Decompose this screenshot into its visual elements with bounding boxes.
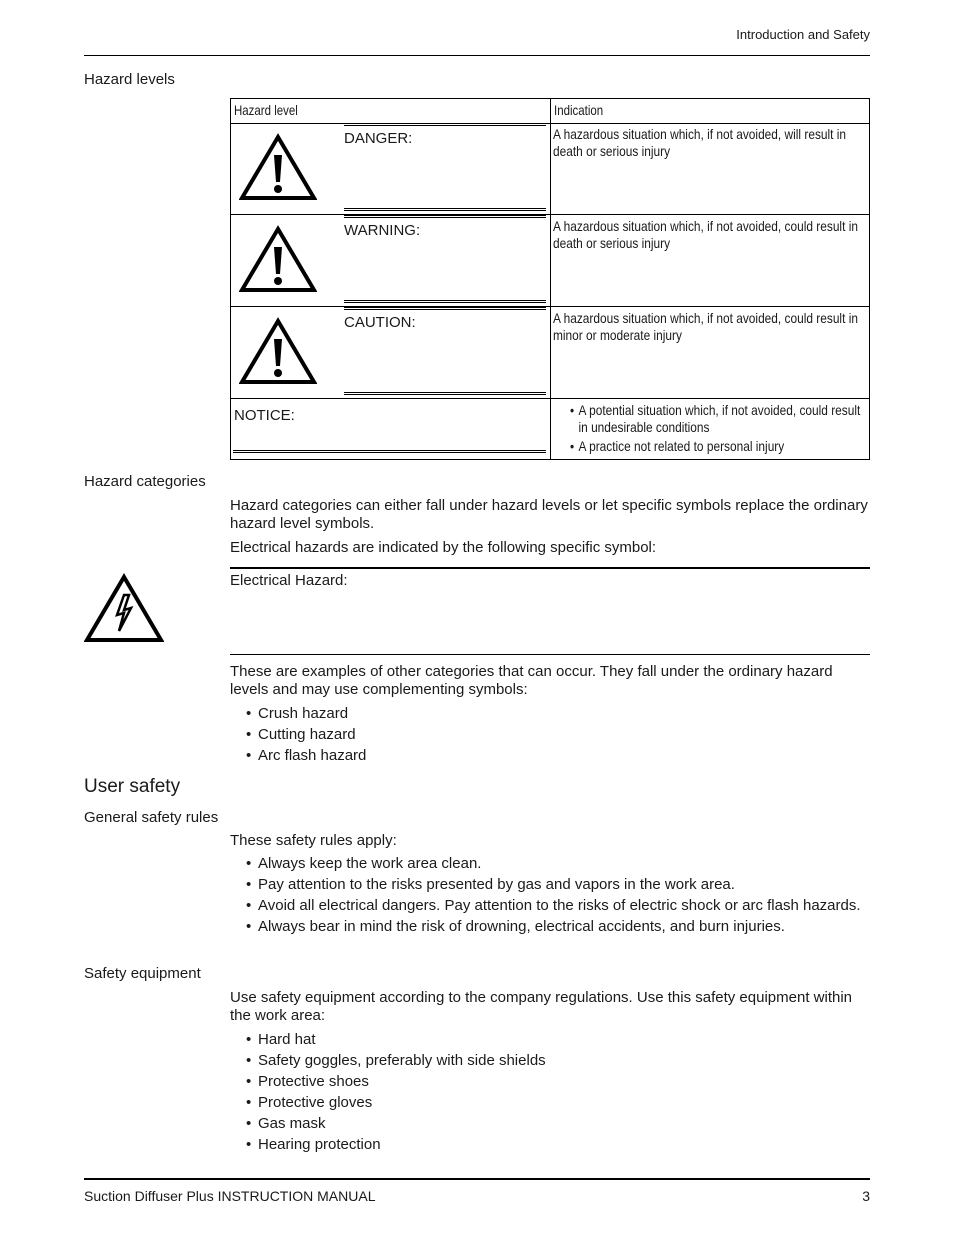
table-row-danger [231, 123, 869, 215]
header-divider [84, 55, 870, 56]
paragraph: Use safety equipment according to the company regulations. Use this safety equipment within the work area: [230, 989, 853, 1024]
signal-word-rule [344, 215, 546, 218]
table-header-row [231, 99, 869, 124]
list-item: • Protective gloves [230, 1094, 870, 1112]
safety-equipment-body [230, 989, 870, 1157]
warning-triangle-icon [239, 317, 317, 385]
signal-word-caution: CAUTION: [344, 314, 416, 331]
list-item: • A practice not related to personal injury [553, 438, 865, 455]
signal-word-rule [344, 123, 546, 126]
paragraph: These safety rules apply: [230, 832, 397, 849]
indication-danger [553, 126, 863, 160]
list-item: • Always keep the work area clean. [230, 855, 870, 873]
indication-caution [553, 310, 863, 344]
electrical-hazard-icon [84, 573, 164, 643]
signal-word-notice: NOTICE: [234, 407, 295, 424]
signal-word-rule [344, 208, 546, 211]
indication-warning [553, 218, 863, 252]
warning-triangle-icon [239, 133, 317, 201]
page-number: 3 [862, 1188, 870, 1204]
paragraph: Hazard categories can either fall under hazard levels or let specific symbols replace the ordinary hazard level symbols. [230, 497, 868, 532]
hazard-levels-table [230, 98, 870, 460]
running-header: Introduction and Safety [736, 27, 870, 42]
column-header-hazard-level: Hazard level [234, 102, 298, 118]
list-item: • Arc flash hazard [230, 747, 870, 765]
warning-triangle-icon [239, 225, 317, 293]
safety-equipment-heading: Safety equipment [84, 965, 201, 982]
list-item: • Hearing protection [230, 1136, 870, 1154]
signal-word-rule [344, 392, 546, 395]
indication-text: A hazardous situation which, if not avoided, could result in minor or moderate injury [553, 310, 858, 343]
column-header-indication: Indication [554, 102, 604, 118]
user-safety-heading: User safety [84, 776, 181, 797]
list-item: • Pay attention to the risks presented by gas and vapors in the work area. [230, 876, 870, 894]
list-item: • Cutting hazard [230, 726, 870, 744]
list-item: • Protective shoes [230, 1073, 870, 1091]
list-item: • Gas mask [230, 1115, 870, 1133]
hazard-categories-body [230, 497, 870, 557]
general-safety-rules-body [230, 832, 870, 939]
electrical-hazard-label: Electrical Hazard: [230, 572, 348, 589]
signal-word-danger: DANGER: [344, 130, 413, 147]
hazard-examples-list [230, 705, 870, 765]
safety-equipment-list [230, 1031, 870, 1154]
footer-manual-title: Suction Diffuser Plus INSTRUCTION MANUAL [84, 1188, 376, 1204]
indication-text: A hazardous situation which, if not avoided, could result in death or serious injury [553, 218, 858, 251]
paragraph: Electrical hazards are indicated by the following specific symbol: [230, 539, 657, 556]
indication-text: A hazardous situation which, if not avoided, will result in death or serious injury [553, 126, 847, 159]
general-safety-rules-heading: General safety rules [84, 809, 219, 826]
list-item: • Crush hazard [230, 705, 870, 723]
signal-word-warning: WARNING: [344, 222, 421, 239]
signal-word-rule [344, 300, 546, 303]
hazard-levels-heading: Hazard levels [84, 71, 175, 88]
list-item: • Always bear in mind the risk of drowning, electrical accidents, and burn injuries. [230, 918, 870, 936]
signal-word-rule [344, 307, 546, 310]
list-item: • Avoid all electrical dangers. Pay attention to the risks of electric shock or arc flash hazards. [230, 897, 870, 915]
table-row-caution [231, 307, 869, 399]
table-row-warning [231, 215, 869, 307]
table-row-notice [231, 399, 869, 459]
hazard-categories-heading: Hazard categories [84, 473, 206, 490]
hazard-examples-body [230, 663, 870, 768]
electrical-hazard-top-rule [230, 567, 870, 569]
footer-divider [84, 1178, 870, 1180]
list-item: • Hard hat [230, 1031, 870, 1049]
notice-indication [553, 402, 867, 457]
list-item: • Safety goggles, preferably with side shields [230, 1052, 870, 1070]
electrical-hazard-bottom-rule [230, 654, 870, 655]
signal-word-rule [233, 450, 546, 453]
list-item: • A potential situation which, if not avoided, could result in undesirable conditions [553, 402, 865, 436]
paragraph: These are examples of other categories that can occur. They fall under the ordinary hazard levels and may use complementing symbols: [230, 663, 833, 698]
safety-rules-list [230, 855, 870, 936]
